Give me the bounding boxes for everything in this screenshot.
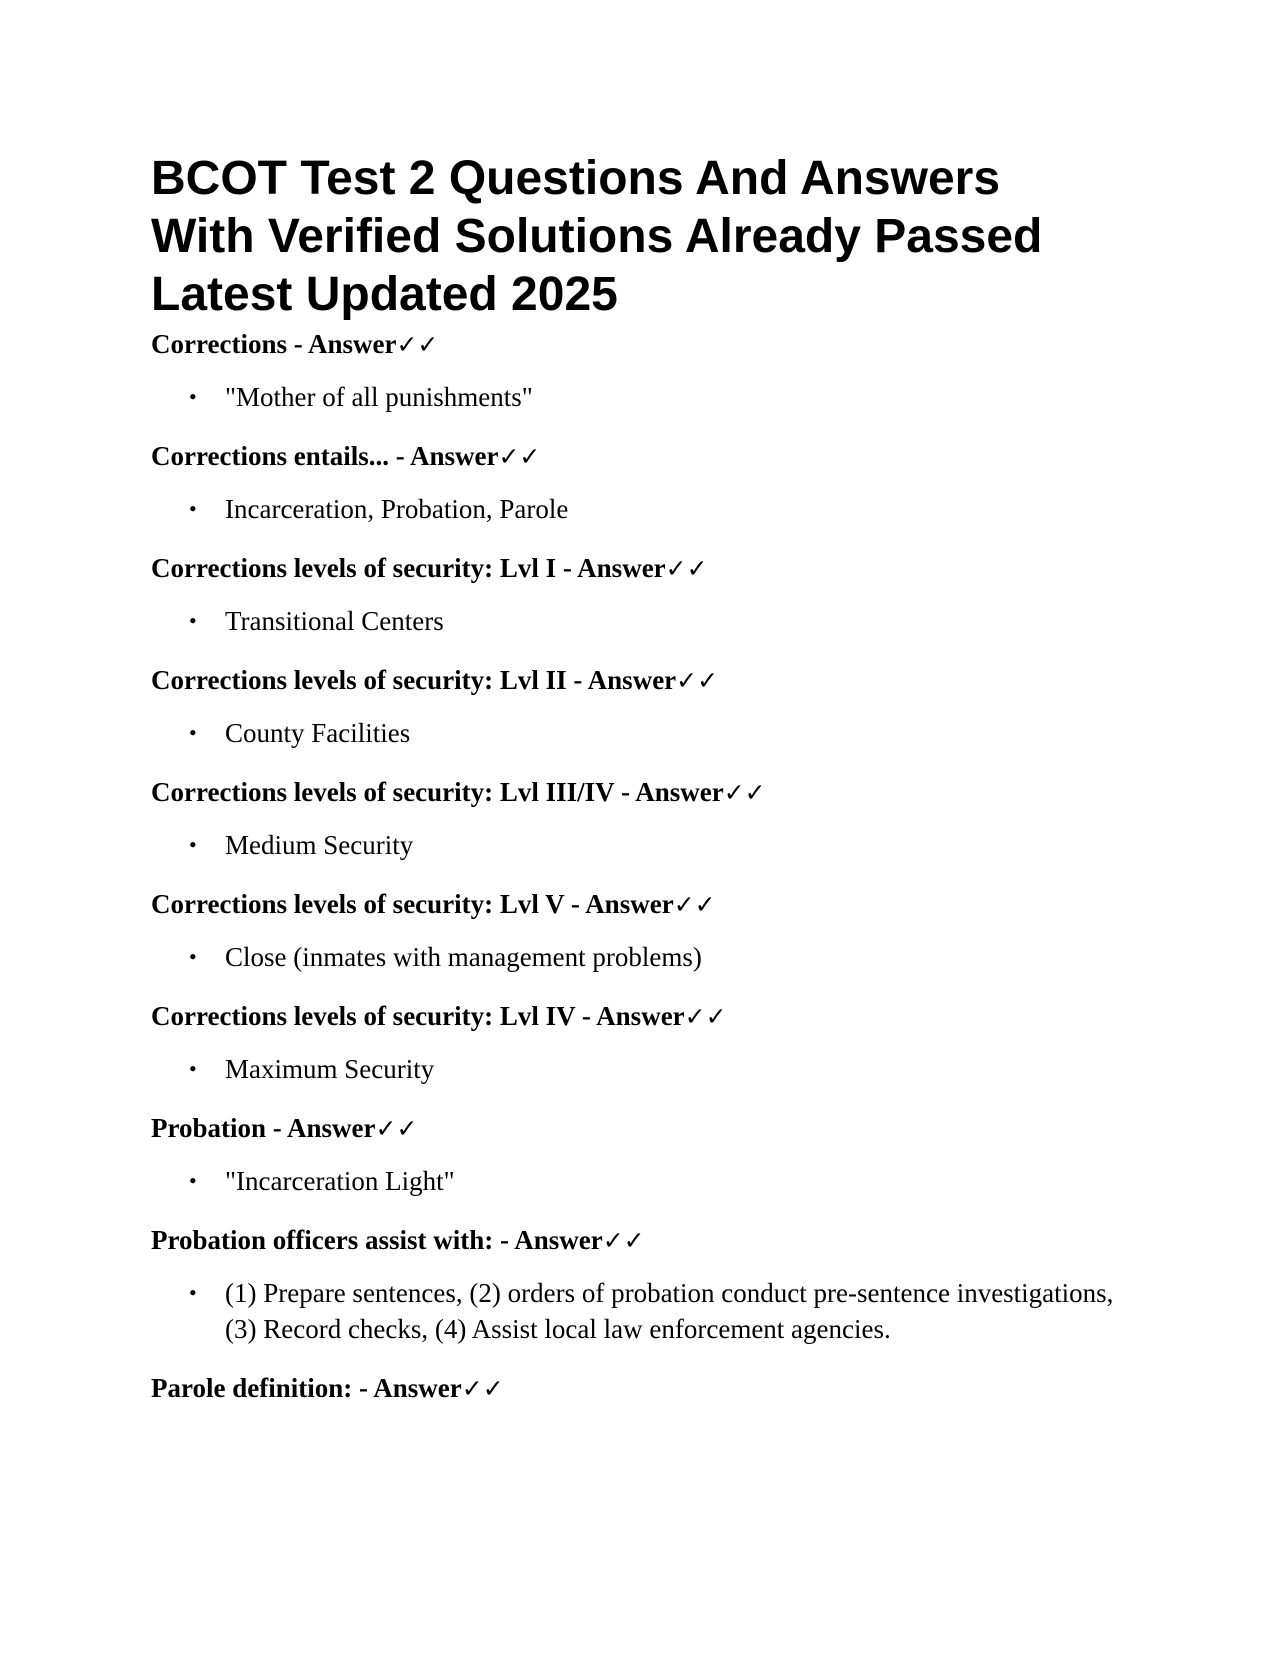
answer-item [151, 939, 1151, 975]
answer-text: "Incarceration Light" [225, 1166, 455, 1196]
answer-list [151, 491, 1151, 527]
question-text: Corrections levels of security: Lvl IV - [151, 1001, 597, 1031]
double-check-icon: ✓✓ [602, 1226, 645, 1255]
answer-list [151, 939, 1151, 975]
qa-item [151, 1112, 1151, 1199]
title-line-3: Latest Updated 2025 [151, 268, 618, 321]
answer-list [151, 1163, 1151, 1199]
answer-text: (1) Prepare sentences, (2) orders of probation conduct pre-sentence investigations, (3) Record checks, (4) Assist local law enforcement agencies. [225, 1278, 1114, 1344]
bullet-icon: • [189, 944, 197, 969]
question [151, 664, 1151, 697]
qa-item [151, 1372, 1151, 1405]
question-text: Probation - [151, 1113, 288, 1143]
answer-item [151, 1051, 1151, 1087]
double-check-icon: ✓✓ [723, 778, 766, 807]
double-check-icon: ✓✓ [673, 890, 716, 919]
question [151, 1372, 1151, 1405]
bullet-icon: • [189, 1168, 197, 1193]
answer-list [151, 603, 1151, 639]
bullet-icon: • [189, 384, 197, 409]
question [151, 440, 1151, 473]
answer-marker: Answer [587, 665, 677, 695]
answer-marker: Answer [307, 329, 397, 359]
question [151, 1224, 1151, 1257]
bullet-icon: • [189, 496, 197, 521]
answer-item [151, 715, 1151, 751]
question [151, 328, 1151, 361]
answer-text: Transitional Centers [225, 606, 444, 636]
qa-item [151, 664, 1151, 751]
double-check-icon: ✓✓ [684, 1002, 727, 1031]
question-text: Probation officers assist with: - [151, 1225, 515, 1255]
answer-marker: Answer [635, 777, 724, 807]
answer-item [151, 491, 1151, 527]
answer-marker: Answer [287, 1113, 376, 1143]
answer-marker: Answer [577, 553, 666, 583]
answer-marker: Answer [514, 1225, 603, 1255]
answer-marker: Answer [373, 1373, 462, 1403]
answer-list [151, 715, 1151, 751]
question-text: Corrections entails... - [151, 441, 410, 471]
answer-text: Medium Security [225, 830, 414, 860]
answer-item [151, 1163, 1151, 1199]
question-text: Corrections levels of security: Lvl II - [151, 665, 588, 695]
question-text: Parole definition: - [151, 1373, 374, 1403]
qa-item [151, 1000, 1151, 1087]
qa-list [151, 328, 1151, 1405]
answer-item [151, 603, 1151, 639]
qa-item [151, 776, 1151, 863]
qa-item [151, 552, 1151, 639]
document-title [151, 150, 1151, 324]
bullet-icon: • [189, 720, 197, 745]
answer-marker: Answer [596, 1001, 685, 1031]
answer-item [151, 1275, 1151, 1347]
answer-list [151, 827, 1151, 863]
double-check-icon: ✓✓ [396, 330, 439, 359]
double-check-icon: ✓✓ [375, 1114, 418, 1143]
answer-list [151, 379, 1151, 415]
answer-text: "Mother of all punishments" [225, 382, 533, 412]
double-check-icon: ✓✓ [461, 1374, 504, 1403]
qa-item [151, 328, 1151, 415]
question [151, 1112, 1151, 1145]
question [151, 776, 1151, 809]
answer-list [151, 1275, 1151, 1347]
double-check-icon: ✓✓ [676, 666, 719, 695]
question-text: Corrections - [151, 329, 308, 359]
question-text: Corrections levels of security: Lvl I - [151, 553, 578, 583]
bullet-icon: • [189, 1280, 197, 1305]
bullet-icon: • [189, 832, 197, 857]
qa-item [151, 440, 1151, 527]
answer-item [151, 827, 1151, 863]
answer-text: Incarceration, Probation, Parole [225, 494, 569, 524]
answer-text: Close (inmates with management problems) [225, 942, 702, 972]
answer-item [151, 379, 1151, 415]
double-check-icon: ✓✓ [665, 554, 708, 583]
qa-item [151, 888, 1151, 975]
answer-text: County Facilities [225, 718, 411, 748]
title-line-2: With Verified Solutions Already Passed [151, 210, 1043, 263]
question-text: Corrections levels of security: Lvl III/IV - [151, 777, 636, 807]
question [151, 552, 1151, 585]
answer-list [151, 1051, 1151, 1087]
bullet-icon: • [189, 1056, 197, 1081]
bullet-icon: • [189, 608, 197, 633]
answer-marker: Answer [409, 441, 499, 471]
answer-text: Maximum Security [225, 1054, 435, 1084]
answer-marker: Answer [585, 889, 674, 919]
title-line-1: BCOT Test 2 Questions And Answers [151, 152, 1001, 205]
double-check-icon: ✓✓ [498, 442, 541, 471]
qa-item [151, 1224, 1151, 1347]
document-page [151, 150, 1151, 1405]
question [151, 1000, 1151, 1033]
question [151, 888, 1151, 921]
question-text: Corrections levels of security: Lvl V - [151, 889, 586, 919]
